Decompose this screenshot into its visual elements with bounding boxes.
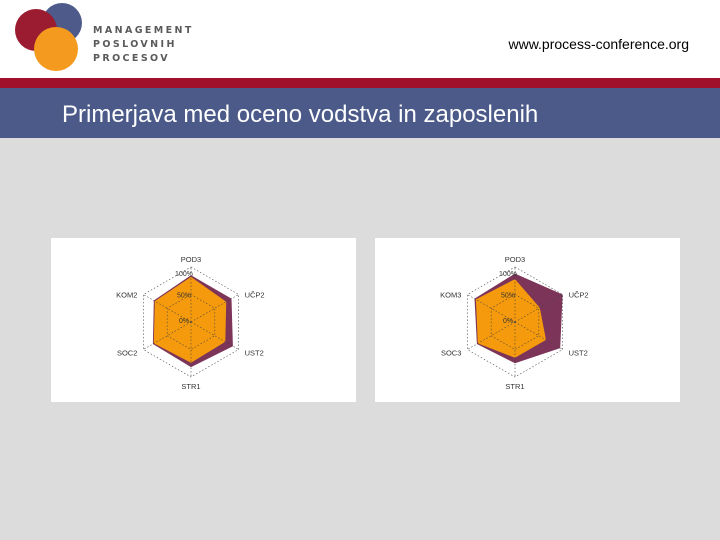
logo-line: POSLOVNIH <box>93 39 177 50</box>
axis-label: KOM2 <box>116 290 138 300</box>
axis-label: KOM3 <box>440 290 462 300</box>
tick-label: 100% <box>175 271 193 278</box>
slide-title: Primerjava med oceno vodstva in zaposlenih <box>62 101 539 128</box>
tick-label: 100% <box>499 271 517 278</box>
chart-panel-left <box>51 238 356 402</box>
tick-label: 0% <box>178 318 190 325</box>
radar-chart-left <box>51 238 356 402</box>
website-link[interactable]: www.process-conference.org <box>508 36 689 52</box>
tick-label: 50% <box>176 292 192 300</box>
logo-line: PROCESOV <box>93 53 171 64</box>
axis-label: POD3 <box>180 255 202 264</box>
chart-panel-right <box>375 238 680 402</box>
axis-label: UST2 <box>244 348 264 358</box>
tick-label: 50% <box>500 292 516 300</box>
logo-text <box>93 24 194 66</box>
axis-label: UČP2 <box>244 290 265 300</box>
axis-label: POD3 <box>504 255 526 264</box>
red-stripe <box>0 78 720 88</box>
axis-label: UST2 <box>568 348 588 358</box>
logo-line: MANAGEMENT <box>93 25 194 36</box>
logo-icon <box>14 2 86 72</box>
axis-label: STR1 <box>181 382 201 391</box>
radar-chart-right <box>375 238 680 402</box>
header <box>0 0 720 78</box>
axis-label: UČP2 <box>568 290 589 300</box>
tick-label: 0% <box>502 318 514 325</box>
axis-label: SOC2 <box>116 348 138 358</box>
axis-label: SOC3 <box>440 348 462 358</box>
axis-label: STR1 <box>505 382 525 391</box>
